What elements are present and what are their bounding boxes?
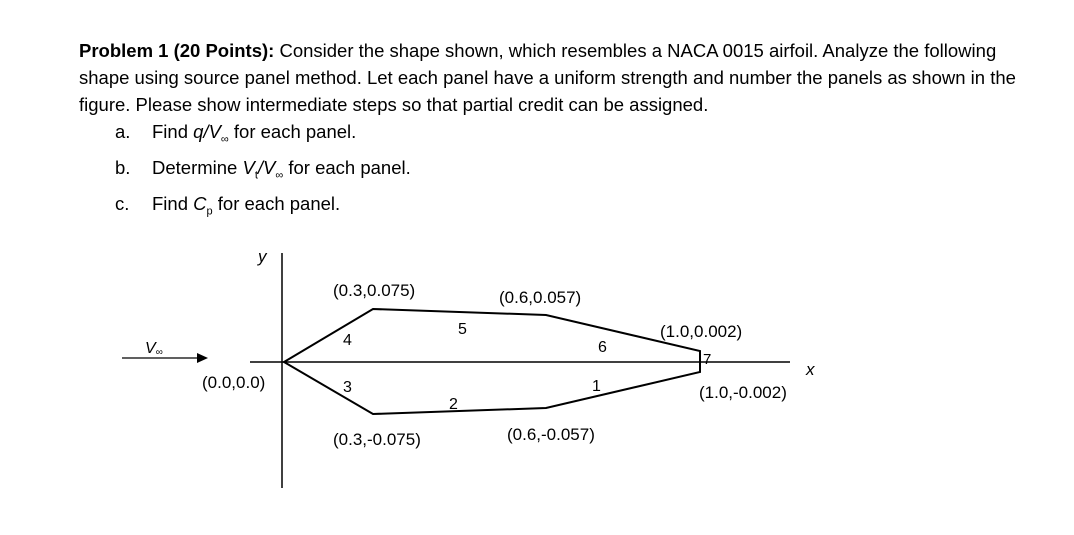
point-label: (1.0,0.002) [660, 322, 743, 341]
question-c: c. Find $C_p$ for each panel. [115, 190, 411, 226]
point-label: (0.3,0.075) [333, 281, 416, 300]
x-axis-label: x [806, 360, 815, 379]
point-label: (1.0,-0.002) [699, 383, 787, 402]
panel-number: 7 [703, 351, 712, 368]
panel-number: 6 [598, 339, 607, 356]
panel-number: 1 [592, 378, 601, 395]
problem-text: Consider the shape shown, which resembles a NACA 0015 airfoil. Analyze the following shape using source panel method. Let each panel have a uniform strength and number the panels as shown in the figure. Please show intermediate steps so that partial credit can be assigned. [79, 40, 1016, 115]
problem-heading: Problem 1 (20 Points): [79, 40, 275, 61]
question-b: b. Determine $V_t/V_\infty$ for each panel. [115, 154, 411, 190]
panel-number: 3 [343, 379, 352, 396]
panel-number: 4 [343, 332, 352, 349]
question-label: a. [115, 121, 131, 142]
y-axis-label: y [258, 247, 267, 266]
freestream-arrowhead [197, 353, 208, 363]
point-label: (0.6,-0.057) [507, 425, 595, 444]
panel-number: 2 [449, 396, 458, 413]
question-label: c. [115, 193, 130, 215]
question-a: a. Find $q/V_\infty$ for each panel. [115, 118, 411, 154]
point-label: (0.0,0.0) [202, 373, 266, 392]
point-label: (0.6,0.057) [499, 288, 582, 307]
point-label: (0.3,-0.075) [333, 430, 421, 449]
question-label: b. [115, 157, 131, 179]
freestream-label: V∞ [145, 340, 163, 358]
panel-number: 5 [458, 321, 467, 338]
